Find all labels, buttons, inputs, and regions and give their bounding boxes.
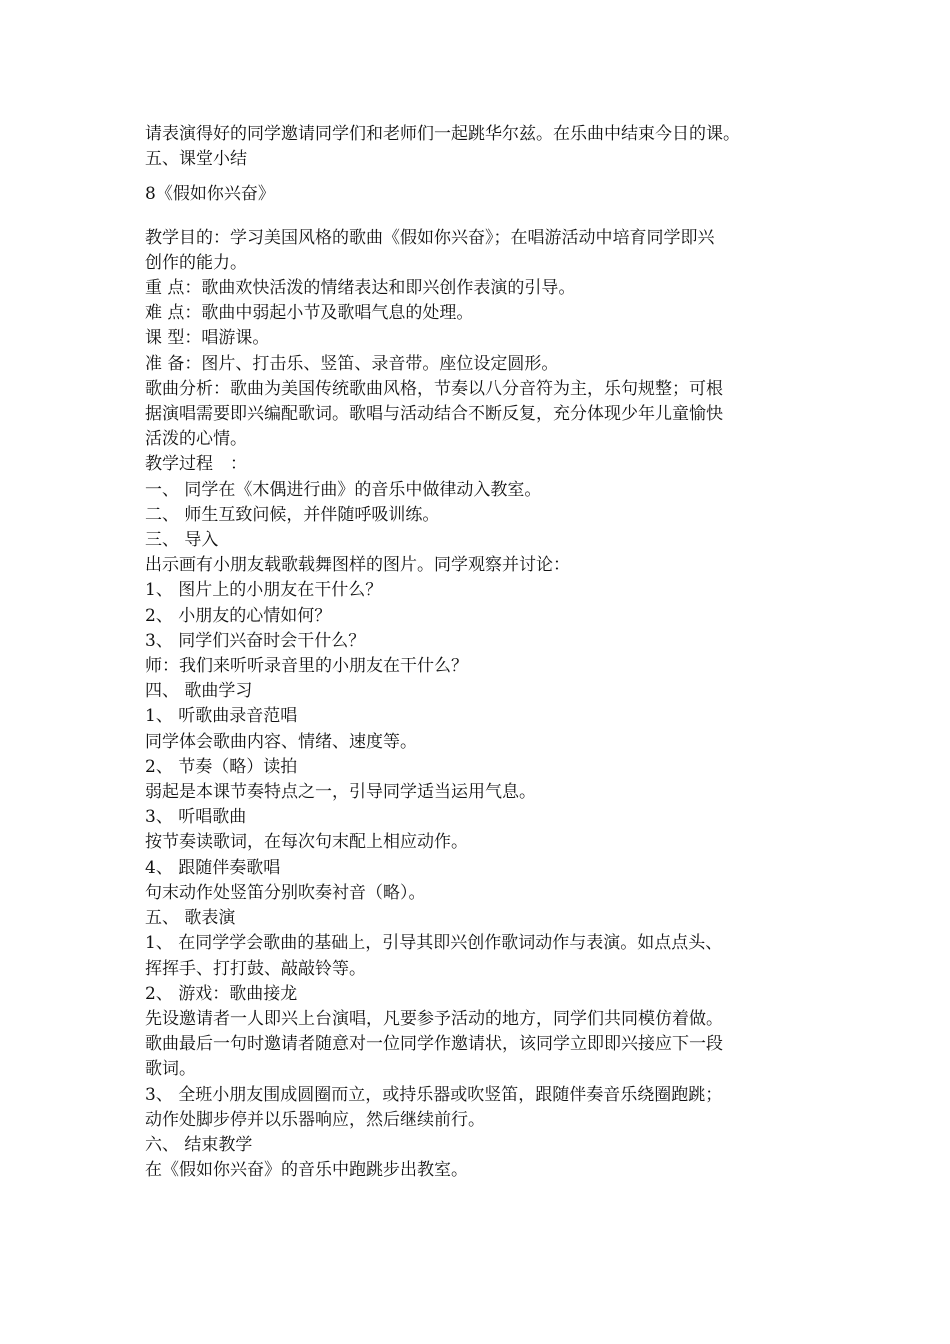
intro-line-1: 请表演得好的同学邀请同学们和老师们一起跳华尔兹。在乐曲中结束今日的课。: [145, 124, 740, 144]
body-line: 歌曲分析：歌曲为美国传统歌曲风格，节奏以八分音符为主，乐句规整；可根: [145, 378, 723, 399]
body-line: 课 型：唱游课。: [145, 328, 270, 349]
body-line: 1、 在同学学会歌曲的基础上，引导其即兴创作歌词动作与表演。如点点头、: [145, 933, 723, 954]
body-line: 难 点：歌曲中弱起小节及歌唱气息的处理。: [145, 303, 474, 324]
body-line: 按节奏读歌词，在每次句末配上相应动作。: [145, 832, 468, 853]
body-line: 动作处脚步停并以乐器响应，然后继续前行。: [145, 1109, 485, 1130]
body-line: 2、 游戏：歌曲接龙: [145, 983, 298, 1004]
spacer: [145, 172, 825, 182]
body-line: 六、 结束教学: [145, 1134, 253, 1155]
body-line: 1、 图片上的小朋友在干什么？: [145, 580, 383, 601]
body-line: 3、 全班小朋友围成圆圈而立，或持乐器或吹竖笛，跟随伴奏音乐绕圈跑跳；: [145, 1084, 723, 1105]
body-line: 出示画有小朋友载歌载舞图样的图片。同学观察并讨论：: [145, 555, 570, 576]
body-line: 歌词。: [145, 1059, 196, 1080]
intro-line-2: 五、课堂小结: [145, 149, 247, 170]
body-line: 挥挥手、打打鼓、敲敲铃等。: [145, 958, 366, 979]
body-line: 准 备：图片、打击乐、竖笛、录音带。座位设定圆形。: [145, 353, 559, 374]
body-line: 在《假如你兴奋》的音乐中跑跳步出教室。: [145, 1160, 468, 1181]
body-line: 句末动作处竖笛分别吹奏衬音（略）。: [145, 882, 426, 903]
body-line: 一、 同学在《木偶进行曲》的音乐中做律动入教室。: [145, 479, 542, 500]
body-line: 师：我们来听听录音里的小朋友在干什么？: [145, 656, 468, 677]
body-line: 五、 歌表演: [145, 908, 236, 929]
body-line: 3、 听唱歌曲: [145, 807, 247, 828]
body-line: 四、 歌曲学习: [145, 681, 253, 702]
body-line: 二、 师生互致问候，并伴随呼吸训练。: [145, 504, 440, 525]
body-line: 弱起是本课节奏特点之一，引导同学适当运用气息。: [145, 782, 536, 803]
body-line: 3、 同学们兴奋时会干什么？: [145, 630, 366, 651]
body-line: 4、 跟随伴奏歌唱: [145, 857, 281, 878]
body-line: 先设邀请者一人即兴上台演唱，凡要参予活动的地方，同学们共同模仿着做。: [145, 1008, 723, 1029]
body-line: 1、 听歌曲录音范唱: [145, 706, 298, 727]
body-line: 重 点：歌曲欢快活泼的情绪表达和即兴创作表演的引导。: [145, 278, 576, 299]
body-line: 歌曲最后一句时邀请者随意对一位同学作邀请状，该同学立即即兴接应下一段: [145, 1034, 723, 1055]
body-line: 教学目的：学习美国风格的歌曲《假如你兴奋》；在唱游活动中培育同学即兴: [145, 227, 715, 248]
body-line: 创作的能力。: [145, 252, 247, 273]
lesson-body: [145, 226, 825, 1184]
body-line: 2、 节奏（略）读拍: [145, 756, 298, 777]
document-page: [145, 122, 825, 1183]
body-line: 同学体会歌曲内容、情绪、速度等。: [145, 731, 417, 752]
body-line: 教学过程 ：: [145, 454, 247, 475]
body-line: 三、 导入: [145, 530, 219, 551]
lesson-title: 8《假如你兴奋》: [145, 184, 275, 205]
spacer: [145, 208, 825, 226]
body-line: 活泼的心情。: [145, 429, 247, 450]
body-line: 2、 小朋友的心情如何？: [145, 605, 332, 626]
body-line: 据演唱需要即兴编配歌词。歌唱与活动结合不断反复，充分体现少年儿童愉快: [145, 404, 723, 425]
